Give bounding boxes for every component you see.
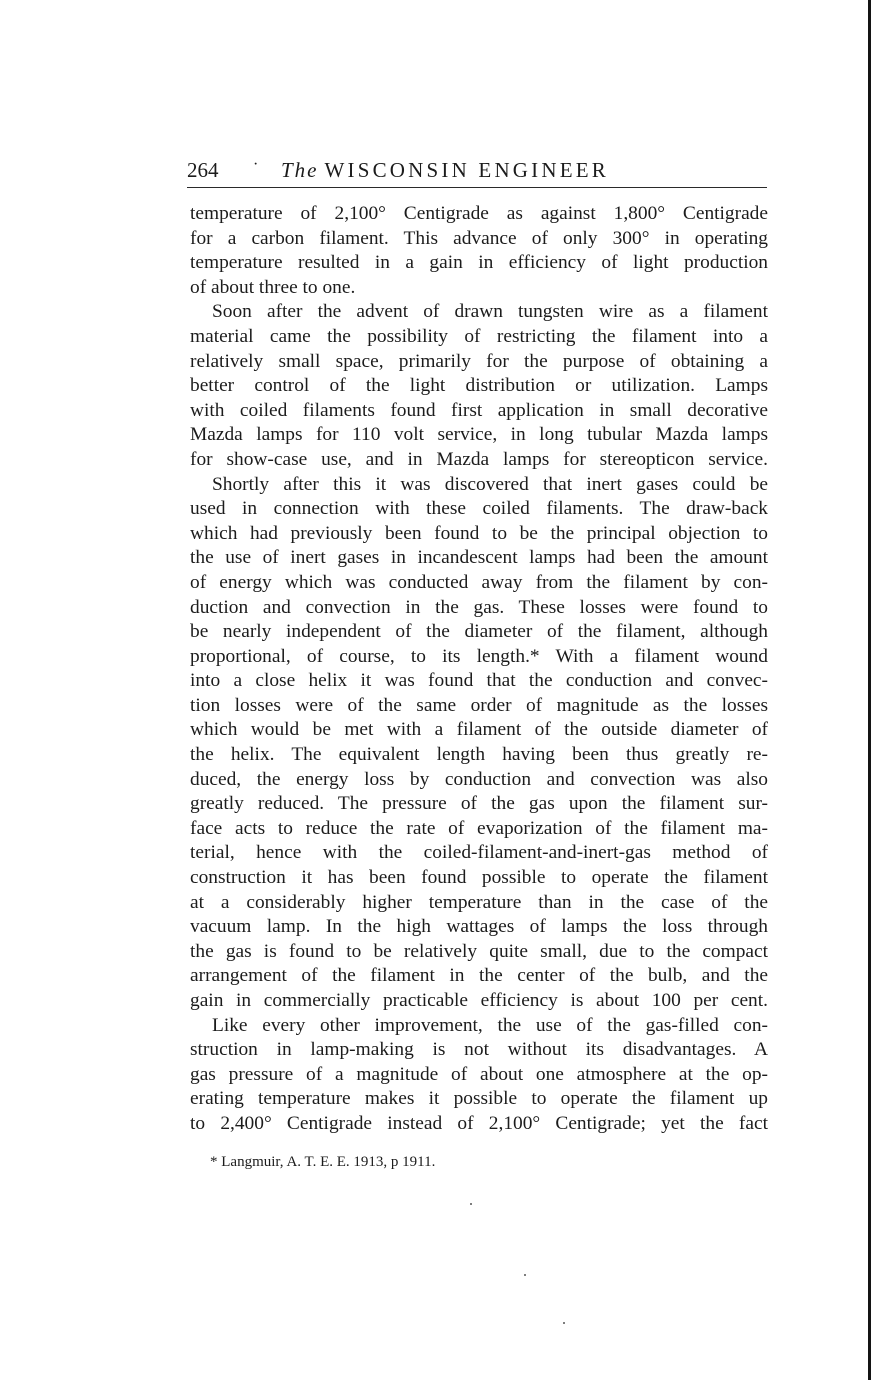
text-line: temperature of 2,100° Centigrade as against 1,800° Centigrade — [190, 203, 768, 224]
header-separator: · — [253, 156, 259, 173]
text-line: for show-case use, and in Mazda lamps for stereopticon service. — [190, 448, 768, 470]
text-line: gain in commercially practicable efficiency is about 100 per cent. — [190, 990, 768, 1011]
text-line: of about three to one. — [190, 276, 356, 298]
footnote: * Langmuir, A. T. E. E. 1913, p 1911. — [210, 1154, 436, 1170]
print-speck — [470, 1203, 472, 1205]
text-line: erating temperature makes it possible to operate the filament up — [190, 1088, 768, 1110]
text-line: Like every other improvement, the use of the gas-filled con- — [212, 1014, 768, 1036]
text-line: into a close helix it was found that the conduction and convec- — [190, 670, 768, 692]
text-line: Mazda lamps for 110 volt service, in long tubular Mazda lamps — [190, 424, 768, 446]
text-line: at a considerably higher temperature than in the case of the — [190, 891, 768, 913]
text-line: vacuum lamp. In the high wattages of lamps the loss through — [190, 916, 768, 938]
text-line: proportional, of course, to its length.* With a filament wound — [190, 645, 768, 667]
text-line: duction and convection in the gas. These losses were found to — [190, 596, 768, 618]
text-line: Shortly after this it was discovered that inert gases could be — [212, 473, 768, 495]
text-line: temperature resulted in a gain in efficiency of light production — [190, 252, 768, 274]
text-line: relatively small space, primarily for the purpose of obtaining a — [190, 350, 768, 372]
text-line: tion losses were of the same order of magnitude as the losses — [190, 694, 768, 716]
text-line: which would be met with a filament of the outside diameter of — [190, 719, 768, 741]
body-text — [190, 202, 768, 1137]
text-line: Soon after the advent of drawn tungsten wire as a filament — [212, 301, 768, 323]
page-number: 264 — [187, 158, 219, 182]
text-line: arrangement of the filament in the center of the bulb, and the — [190, 965, 768, 987]
text-line: to 2,400° Centigrade instead of 2,100° Centigrade; yet the fact — [190, 1112, 768, 1134]
page-edge — [868, 0, 871, 1380]
text-line: gas pressure of a magnitude of about one atmosphere at the op- — [190, 1063, 768, 1085]
print-speck — [524, 1274, 526, 1276]
text-line: the gas is found to be relatively quite small, due to the compact — [190, 940, 768, 962]
text-line: face acts to reduce the rate of evaporization of the filament ma- — [190, 817, 768, 839]
print-speck — [563, 1322, 565, 1324]
header-rule — [187, 187, 767, 188]
journal-title-name: WISCONSIN ENGINEER — [324, 158, 609, 182]
text-line: with coiled filaments found first application in small decorative — [190, 399, 768, 421]
text-line: struction in lamp-making is not without its disadvantages. A — [190, 1039, 768, 1061]
text-line: material came the possibility of restricting the filament into a — [190, 325, 768, 347]
text-line: of energy which was conducted away from the filament by con- — [190, 571, 768, 593]
running-header — [187, 158, 767, 188]
text-line: better control of the light distribution or utilization. Lamps — [190, 375, 768, 397]
journal-title — [281, 158, 609, 183]
text-line: terial, hence with the coiled-filament-and-inert-gas method of — [190, 842, 768, 864]
text-line: be nearly independent of the diameter of the filament, although — [190, 621, 768, 643]
text-line: used in connection with these coiled filaments. The draw-back — [190, 498, 768, 520]
text-line: construction it has been found possible to operate the filament — [190, 867, 768, 889]
text-line: for a carbon filament. This advance of only 300° in operating — [190, 227, 768, 249]
text-line: which had previously been found to be the principal objection to — [190, 522, 768, 544]
text-line: duced, the energy loss by conduction and convection was also — [190, 768, 768, 790]
journal-title-article: The — [281, 158, 319, 182]
text-line: the use of inert gases in incandescent lamps had been the amount — [190, 547, 768, 569]
text-line: the helix. The equivalent length having been thus greatly re- — [190, 744, 768, 766]
text-line: greatly reduced. The pressure of the gas upon the filament sur- — [190, 793, 768, 815]
